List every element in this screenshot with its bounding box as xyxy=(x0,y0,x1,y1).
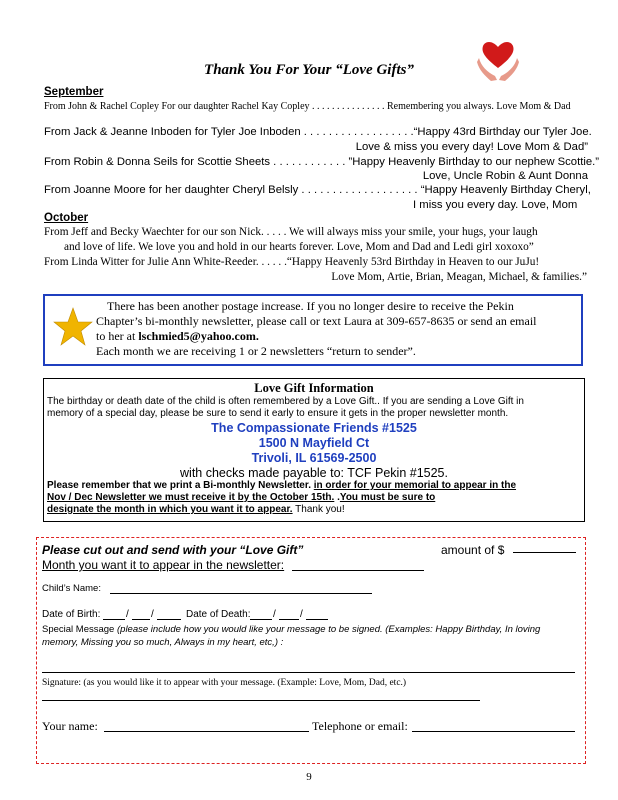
page-title: Thank You For Your “Love Gifts” xyxy=(204,62,414,78)
signature-label: Signature: (as you would like it to appear with your message. (Example: Love, Mom, Dad, etc.) xyxy=(42,678,407,688)
witter-entry-2: Love Mom, Artie, Brian, Meagan, Michael, & families.” xyxy=(331,271,587,283)
month-label: Month you want it to appear in the newsletter: xyxy=(42,558,285,572)
dod-year-field[interactable] xyxy=(306,619,328,620)
note-line-3 xyxy=(47,504,345,515)
slash: / xyxy=(126,609,129,620)
love-gift-info-text-1: The birthday or death date of the child is often remembered by a Love Gift.. If you are sending a Love Gift in xyxy=(47,396,524,407)
dob-year-field[interactable] xyxy=(157,619,181,620)
mailing-city: Trivoli, IL 61569-2500 xyxy=(251,451,377,465)
october-heading: October xyxy=(44,212,89,224)
postage-line-2: Chapter’s bi-monthly newsletter, please call or text Laura at 309-657-8635 or send an email xyxy=(96,314,537,328)
seils-entry-2: Love, Uncle Robin & Aunt Donna xyxy=(422,170,588,182)
dob-label: Date of Birth: xyxy=(42,609,101,620)
special-message-field[interactable] xyxy=(42,672,575,673)
mailing-org: The Compassionate Friends #1525 xyxy=(211,421,417,435)
dod-label: Date of Death: xyxy=(186,609,251,620)
amount-label: amount of $ xyxy=(441,543,505,557)
child-name-field[interactable] xyxy=(110,593,372,594)
postage-line-3 xyxy=(96,329,259,344)
copley-entry: From John & Rachel Copley For our daughter Rachel Kay Copley . . . . . . . . . . . . . . . Remembering you always. Love Mom & Dad xyxy=(44,101,571,112)
month-field[interactable] xyxy=(292,570,424,571)
postage-line-1: There has been another postage increase. If you no longer desire to receive the Pekin xyxy=(107,299,514,313)
note-line-2-b: . xyxy=(334,492,340,503)
child-name-label: Child’s Name: xyxy=(42,583,101,594)
moore-entry-2: I miss you every day. Love, Mom xyxy=(413,199,578,211)
note-line-2-a: Nov / Dec Newsletter we must receive it by the October 15th. xyxy=(47,492,335,503)
inboden-entry-2: Love & miss you every day! Love Mom & Dad” xyxy=(355,141,588,153)
page-number: 9 xyxy=(306,771,312,783)
your-name-label: Your name: xyxy=(42,719,98,733)
star-icon xyxy=(53,307,93,347)
note-line-1-b: . xyxy=(308,480,314,491)
form-header: Please cut out and send with your “Love Gift” xyxy=(42,543,304,557)
dob-month-field[interactable] xyxy=(103,619,125,620)
love-gift-info-text-2: memory of a special day, please be sure to send it early to ensure it gets in the proper newsletter month. xyxy=(47,408,509,419)
note-line-1-a: Please remember that we print a Bi-monthly Newsletter xyxy=(47,480,309,491)
dob-day-field[interactable] xyxy=(132,619,150,620)
note-line-2-c: You must be sure to xyxy=(339,492,436,503)
seils-entry-1: From Robin & Donna Seils for Scottie Sheets . . . . . . . . . . . . ”Happy Heavenly Birthday to our nephew Scottie.” xyxy=(44,156,600,168)
telephone-field[interactable] xyxy=(412,731,575,732)
your-name-field[interactable] xyxy=(104,731,309,732)
slash: / xyxy=(151,609,154,620)
special-message-note-2: memory, Missing you so much, Always in my heart, etc,) : xyxy=(42,637,284,648)
special-message-label xyxy=(42,624,540,635)
note-line-2 xyxy=(47,492,435,503)
note-line-3-b: Thank you! xyxy=(292,504,345,515)
note-line-1-c: in order for your memorial to appear in the xyxy=(313,480,517,491)
september-heading: September xyxy=(44,86,104,98)
mailing-street: 1500 N Mayfield Ct xyxy=(258,436,370,450)
special-message-note: (please include how you would like your message to be signed. (Examples: Happy Birthday, In loving xyxy=(114,624,541,635)
moore-entry-1: From Joanne Moore for her daughter Cheryl Belsly . . . . . . . . . . . . . . . . . . . “Happy Heavenly Birthday Cheryl, xyxy=(44,184,591,196)
slash: / xyxy=(300,609,303,620)
note-line-3-a: designate the month in which you want it to appear. xyxy=(47,504,293,515)
witter-entry-1: From Linda Witter for Julie Ann White-Reeder. . . . . .“Happy Heavenly 53rd Birthday in Heaven to our JuJu! xyxy=(44,256,540,268)
inboden-entry-1: From Jack & Jeanne Inboden for Tyler Joe Inboden . . . . . . . . . . . . . . . . . .“Happy 43rd Birthday our Tyler Joe. xyxy=(44,126,592,138)
waechter-entry-1: From Jeff and Becky Waechter for our son Nick. . . . . We will always miss your smile, your hugs, your laugh xyxy=(44,226,538,238)
telephone-label: Telephone or email: xyxy=(312,719,408,733)
signature-field[interactable] xyxy=(42,700,480,701)
slash: / xyxy=(273,609,276,620)
contact-email[interactable]: lschmied5@yahoo.com. xyxy=(138,329,259,343)
love-gift-info-heading: Love Gift Information xyxy=(254,381,374,395)
note-line-1 xyxy=(47,480,516,491)
dod-month-field[interactable] xyxy=(250,619,272,620)
postage-line-3-prefix: to her at xyxy=(96,329,139,343)
amount-field[interactable] xyxy=(513,552,576,553)
postage-line-4: Each month we are receiving 1 or 2 newsletters “return to sender”. xyxy=(96,344,416,358)
checks-payable: with checks made payable to: TCF Pekin #1525. xyxy=(180,466,448,480)
waechter-entry-2: and love of life. We love you and hold in our hearts forever. Love, Mom and Dad and Ledi girl xoxoxo” xyxy=(64,241,534,253)
special-message-title: Special Message xyxy=(42,624,115,635)
dod-day-field[interactable] xyxy=(279,619,299,620)
